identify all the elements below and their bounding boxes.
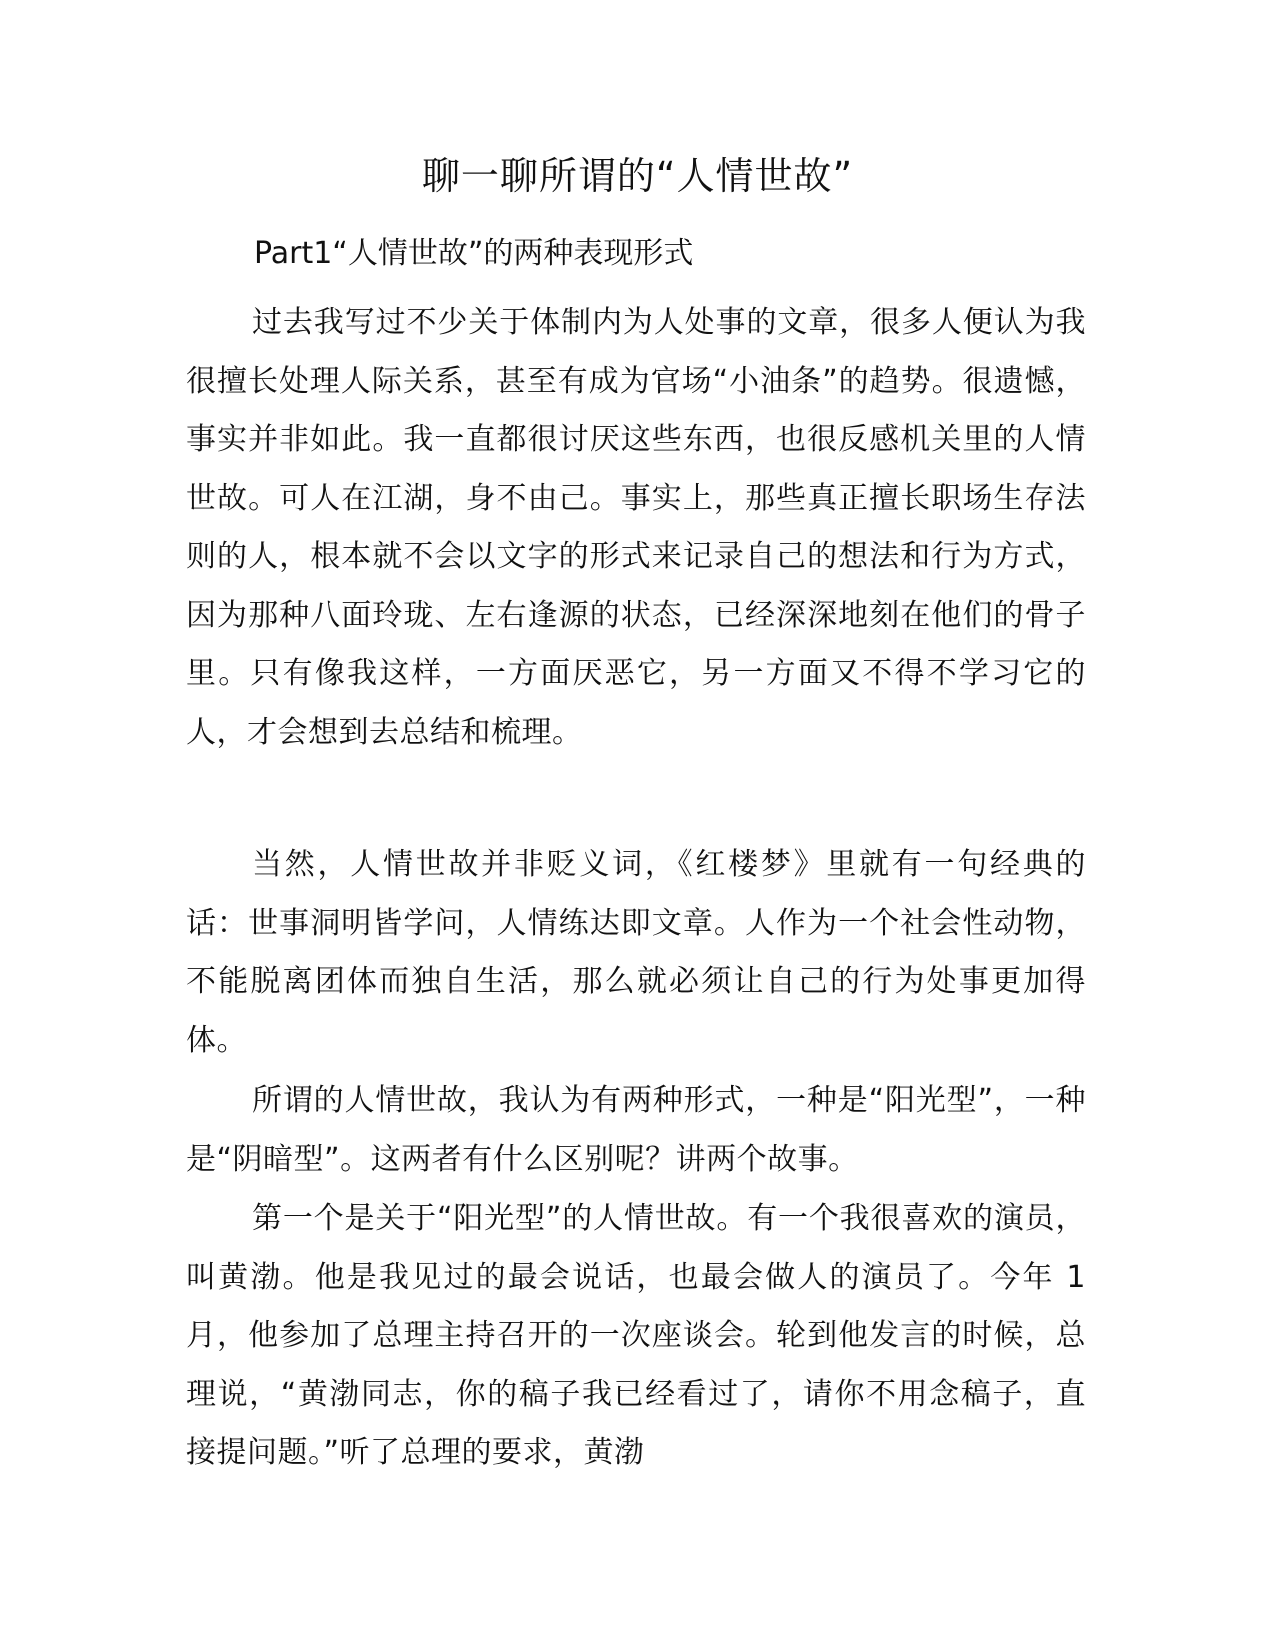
paragraph: 过去我写过不少关于体制内为人处事的文章，很多人便认为我很擅长处理人际关系，甚至有成为官场“小油条”的趋势。很遗憾，事实并非如此。我一直都很讨厌这些东西，也很反感机关里的人情世故。可人在江湖，身不由己。事实上，那些真正擅长职场生存法则的人，根本就不会以文字的形式来记录自己的想法和行为方式，因为那种八面玲珑、左右逢源的状态，已经深深地刻在他们的骨子里。只有像我这样，一方面厌恶它，另一方面又不得不学习它的人，才会想到去总结和梳理。 bbox=[186, 305, 1086, 750]
paragraph: 所谓的人情世故，我认为有两种形式，一种是“阳光型”，一种是“阴暗型”。这两者有什么区别呢？讲两个故事。 bbox=[186, 1083, 1086, 1177]
paragraph: 当然，人情世故并非贬义词，《红楼梦》里就有一句经典的话：世事洞明皆学问，人情练达即文章。人作为一个社会性动物，不能脱离团体而独自生活，那么就必须让自己的行为处事更加得体。 bbox=[186, 847, 1086, 1058]
section-heading: Part1“人情世故”的两种表现形式 bbox=[254, 236, 694, 271]
paragraph: 第一个是关于“阳光型”的人情世故。有一个我很喜欢的演员，叫黄渤。他是我见过的最会说话，也最会做人的演员了。今年 1 月，他参加了总理主持召开的一次座谈会。轮到他发言的时候，总理说，“黄渤同志，你的稿子我已经看过了，请你不用念稿子，直接提问题。”听了总理的要求，黄渤 bbox=[186, 1201, 1086, 1470]
document-title: 聊一聊所谓的“人情世故” bbox=[421, 154, 854, 198]
